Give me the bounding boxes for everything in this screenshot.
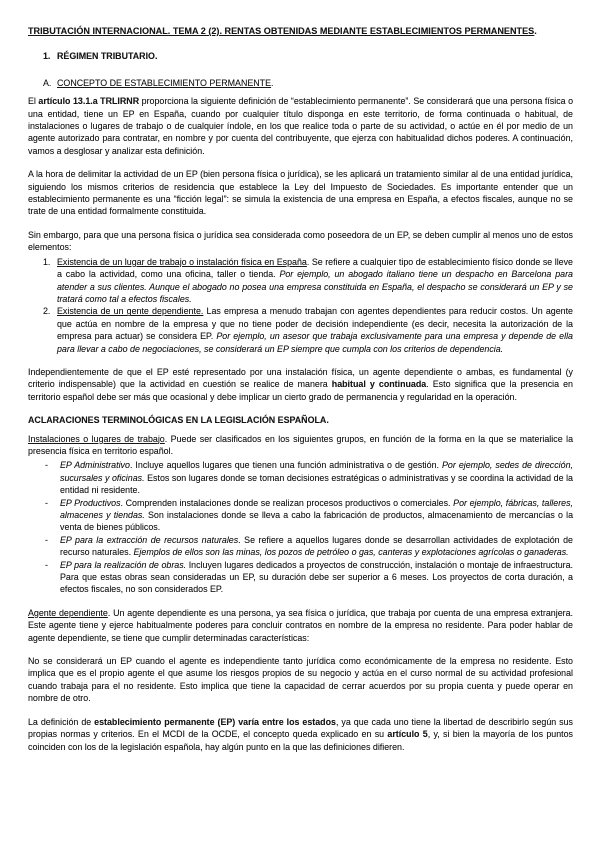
text-run: . Se refiere a aquellos lugares donde se desarrollan actividades de explotación de recurso naturales. <box>60 534 573 558</box>
text-run: Incluyen lugares dedicados a proyectos de construcción, instalación o montaje de infraestructura. Para que estas obras sean consideradas un EP, su duración debe ser superior a 6 meses. Los proyectos de corta duración, a efectos fiscales, no son considerados EP. <box>60 559 573 595</box>
text-runs <box>28 367 573 402</box>
text-runs <box>28 415 329 425</box>
doc-title <box>28 25 573 37</box>
text-run: artículo 5 <box>387 729 428 740</box>
text-runs <box>28 96 573 156</box>
text-run: CONCEPTO DE ESTABLECIMIENTO PERMANENTE <box>57 77 272 88</box>
list-marker: 2. <box>43 306 51 317</box>
text-runs <box>57 50 573 62</box>
text-run: Por ejemplo, sedes de dirección, sucursales y oficinas. <box>60 460 573 483</box>
text-run: , y, si bien la mayoría de los puntos coinciden con los de la legislación española, hay algún punto en la que las definiciones difieren. <box>28 729 573 752</box>
text-run: Existencia de un gente dependiente. <box>57 306 204 317</box>
paragraph-ficcion-legal <box>28 168 573 218</box>
text-run: EP para la extracción de recursos naturales <box>60 534 239 545</box>
paragraph-agente-independiente <box>28 655 573 705</box>
text-run: Por ejemplo, un asesor que trabaja exclusivamente para una empresa y depende de ella para llevar a cabo de negociaciones, se considerará un EP siempre que cumpla con los criterios de dependencia. <box>57 331 573 354</box>
text-run: No se considerará un EP cuando el agente es independiente tanto jurídica como económicamente de la empresa no residente. Esto implica que es el propio agente el que asume los riesgos propios de su negocio y actúa en el curso normal de su actividad profesional cuando trabaja para el no residente. Esto implica que tiene la capacidad de cerrar acuerdos por su propia cuenta y puede operar en nombre de otro. <box>28 656 573 704</box>
text-run: A la hora de delimitar la actividad de un EP (bien persona física o jurídica), se les aplicará un tratamiento similar al de una entidad jurídica, siguiendo los mismos criterios de residencia que establece la Ley del Impuesto de Sociedades. Es importante entender que un establecimiento permanente es una “ficción legal”: se simula la existencia de una empresa en España, a efectos fiscales, aunque no se trate de una entidad formalmente constituida. <box>28 169 573 217</box>
text-runs <box>57 305 573 355</box>
text-runs <box>28 169 573 216</box>
bullet-ep-realizacion-obras <box>28 559 573 596</box>
bullet-ep-productivos <box>28 497 573 534</box>
text-run: . Puede ser clasificados en los siguientes grupos, en función de la forma en la que se materialice la presencia física en territorio español. <box>28 433 574 456</box>
text-run: RÉGIMEN TRIBUTARIO <box>57 51 155 62</box>
text-run: artículo 13.1.a TRLIRNR <box>38 96 140 107</box>
text-run: proporciona la siguiente definición de “establecimiento permanente”. Se considerará que una persona física o una entidad, tiene un EP en España, cuando por cualquier título disponga en este territorio, de forma continuada o habitual, de instalaciones o lugares de trabajo o de cualquier índole, en los que realice toda o parte de su actividad, o actúe en él por medio de un agente autorizado para contratar, en nombre y por cuenta del contribuyente, que ejerza con habitualidad dichos poderes. A continuación, vamos a desglosar y analizar esta definición. <box>28 96 574 156</box>
text-runs <box>28 26 537 36</box>
text-runs <box>57 77 573 89</box>
list-item-lugar-de-trabajo <box>28 256 573 306</box>
text-run: Las empresa a menudo trabajan con agentes dependientes para reducir costos. Un agente que actúa en nombre de la empresa y que no tiene poder de decisión independiente (es decir, necesita la autorización de la empresa para actuar) se considera EP. <box>57 306 573 342</box>
text-run: Estos son lugares donde se toman decisiones estratégicas o administrativas y se coordina la actividad de la entidad ni residente. <box>60 472 573 496</box>
paragraph-agente-dependiente <box>28 607 573 644</box>
text-runs <box>60 459 573 496</box>
text-run: establecimiento permanente (EP) varía entre los estados <box>94 716 336 727</box>
text-run: EP para la realización de obras. <box>60 559 187 570</box>
text-run: ACLARACIONES TERMINOLÓGICAS EN LA LEGISLACIÓN ESPAÑOLA <box>28 415 327 426</box>
text-runs <box>28 230 573 252</box>
text-runs <box>60 497 573 534</box>
text-run: . <box>326 415 329 426</box>
text-run: Instalaciones o lugares de trabajo <box>28 433 165 444</box>
list-marker: - <box>45 460 48 471</box>
text-run: Agente dependiente <box>28 607 108 618</box>
list-marker: - <box>45 497 48 508</box>
text-run: . <box>154 51 158 62</box>
text-run: El <box>28 96 39 107</box>
text-runs <box>28 717 573 752</box>
text-runs <box>60 534 573 559</box>
text-run: , ya que cada uno tiene la libertad de describirlo según sus propias normas y criterios. En el MCDI de la OCDE, el concepto queda explicado en su <box>28 716 573 740</box>
text-run: . Esto significa que la presencia en territorio español debe ser más que ocasional y debe implicar un cierto grado de permanencia y regularidad en la operación. <box>28 379 573 402</box>
text-run: EP Productivos <box>60 497 121 508</box>
text-run: TRIBUTACIÓN INTERNACIONAL. TEMA 2 (2). RENTAS OBTENIDAS MEDIANTE ESTABLECIMIENTOS PERMANENTES <box>28 26 535 36</box>
heading-regimen-tributario <box>28 50 573 62</box>
text-run: EP Administrativo <box>60 460 130 471</box>
text-run: Sin embargo, para que una persona física o jurídica sea considerada como poseedora de un EP, se deben cumplir al menos uno de estos elementos: <box>28 229 573 253</box>
heading-aclaraciones-terminologicas <box>28 414 573 426</box>
text-run: . <box>271 77 274 88</box>
paragraph-definicion-varia-estados <box>28 716 573 753</box>
list-marker: 1. <box>43 256 51 267</box>
text-run: Son instalaciones donde se lleva a cabo la fabricación de productos, almacenamiento de mercancías o la venta de bienes públicos. <box>60 510 573 533</box>
text-runs <box>28 608 573 643</box>
text-run: . Un agente dependiente es una persona, ya sea física o jurídica, que trabaja por cuenta de una empresa extranjera. Este agente tiene y ejerce habitualmente poderes para concluir contratos en nombre de la empresa no residente. Para poder hablar de agente dependiente, se tiene que cumplir determinadas características: <box>28 607 573 643</box>
list-marker: A. <box>43 77 52 88</box>
text-runs <box>28 656 573 703</box>
text-run: Existencia de un lugar de trabajo o instalación física en España <box>57 256 307 267</box>
list-marker: - <box>45 534 48 545</box>
text-run: habitual y continuada <box>331 379 427 390</box>
text-runs <box>28 434 573 456</box>
paragraph-definicion-trlirnr <box>28 95 573 157</box>
heading-concepto-establecimiento-permanente <box>28 77 573 89</box>
bullet-ep-extraccion-recursos <box>28 534 573 559</box>
paragraph-habitual-continuada <box>28 366 573 403</box>
list-marker: - <box>45 559 48 570</box>
paragraph-instalaciones-intro <box>28 433 573 458</box>
text-run: . Se refiere a cualquier tipo de establecimiento físico donde se lleve a cabo la actividad, como una oficina, taller o tienda. <box>57 256 573 280</box>
paragraph-elementos-intro <box>28 229 573 254</box>
text-run: . Comprenden instalaciones donde se realizan procesos productivos o comerciales. <box>120 497 454 508</box>
list-marker: 1. <box>43 51 51 62</box>
text-run: Ejemplos de ellos son las minas, los pozos de petróleo o gas, canteras y explotaciones agrícolas o ganaderas. <box>133 547 569 558</box>
text-run: Por ejemplo, un abogado italiano tiene un despacho en Barcelona para atender a sus clientes. Aunque el abogado no posea una empresa constituida en España, el despacho se considerará un EP y se tratará como tal a efectos fiscales. <box>57 269 573 304</box>
text-run: . Incluye aquellos lugares que tienen una función administrativa o de gestión. <box>129 460 442 471</box>
text-runs <box>57 256 573 306</box>
text-run: . <box>534 26 537 36</box>
bullet-ep-administrativo <box>28 459 573 496</box>
text-run: La definición de <box>28 716 95 727</box>
text-runs <box>60 559 573 596</box>
list-item-agente-dependiente <box>28 305 573 355</box>
text-run: Independientemente de que el EP esté representado por una instalación física, un agente dependiente o ambas, es fundamental (y criterio indispensable) que la actividad en cuestión se realice de manera <box>28 366 573 390</box>
text-run: Por ejemplo, fábricas, talleres, almacenes y tiendas. <box>60 497 574 520</box>
